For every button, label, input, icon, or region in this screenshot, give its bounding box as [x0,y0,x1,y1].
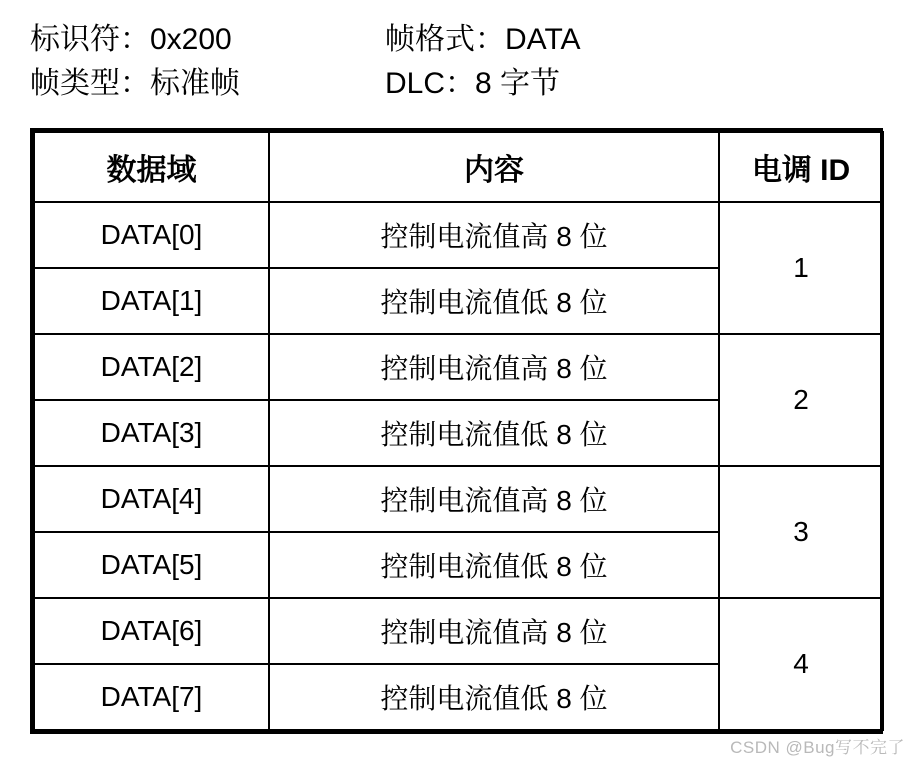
column-header-content: 内容 [269,132,719,202]
cell-esc-id: 3 [719,466,883,598]
cell-content: 控制电流值高 8 位 [269,598,719,664]
table-header-row [34,132,883,202]
header-row-2 [30,62,913,106]
cell-data-field: DATA[1] [34,268,269,334]
watermark: CSDN @Bug写不完了 [730,738,905,757]
table-row [34,202,883,268]
cell-esc-id: 1 [719,202,883,334]
cell-esc-id: 2 [719,334,883,466]
dlc-label: DLC：8 字节 [385,67,561,100]
cell-content: 控制电流值高 8 位 [269,466,719,532]
cell-data-field: DATA[3] [34,400,269,466]
data-field-table-container [30,128,883,734]
frame-type-label: 帧类型：标准帧 [30,67,240,100]
table-row [34,466,883,532]
cell-data-field: DATA[5] [34,532,269,598]
frame-header [0,0,913,106]
frame-format-label: 帧格式：DATA [385,23,581,56]
cell-esc-id: 4 [719,598,883,730]
table-row [34,598,883,664]
cell-content: 控制电流值低 8 位 [269,664,719,730]
cell-data-field: DATA[0] [34,202,269,268]
cell-data-field: DATA[7] [34,664,269,730]
cell-data-field: DATA[6] [34,598,269,664]
identifier-label: 标识符：0x200 [30,23,232,56]
data-field-table [33,131,884,731]
cell-content: 控制电流值低 8 位 [269,268,719,334]
cell-content: 控制电流值高 8 位 [269,334,719,400]
column-header-data-field: 数据域 [34,132,269,202]
cell-data-field: DATA[2] [34,334,269,400]
column-header-esc-id: 电调 ID [719,132,883,202]
cell-content: 控制电流值低 8 位 [269,400,719,466]
cell-content: 控制电流值高 8 位 [269,202,719,268]
cell-content: 控制电流值低 8 位 [269,532,719,598]
cell-data-field: DATA[4] [34,466,269,532]
table-row [34,334,883,400]
header-row-1 [30,18,913,62]
